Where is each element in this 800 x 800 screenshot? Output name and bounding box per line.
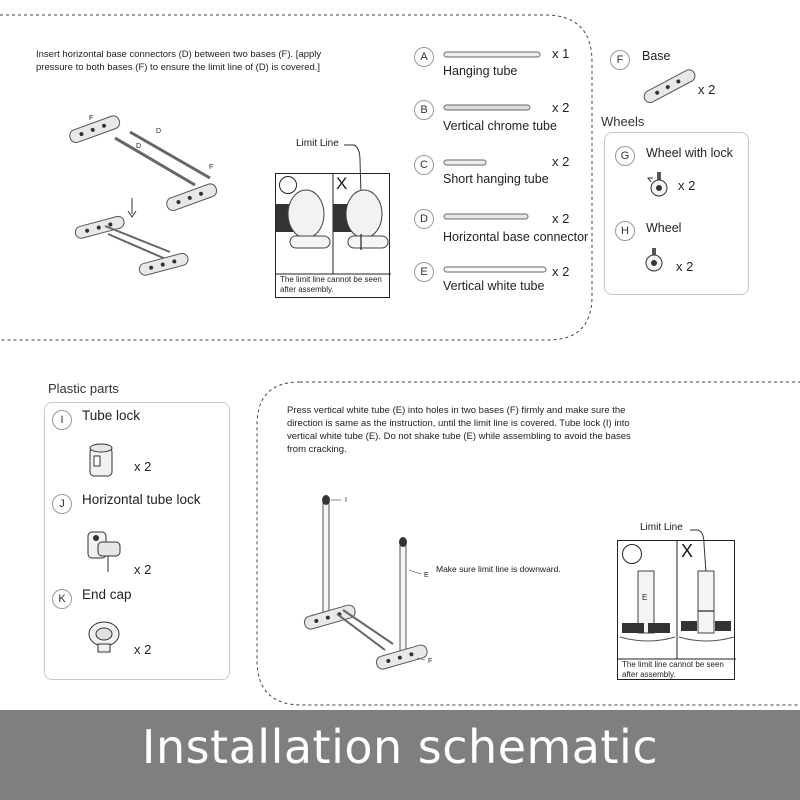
horizontal-tube-lock-icon: [84, 528, 124, 578]
part-d-name: Horizontal base connector: [443, 230, 589, 244]
part-c-letter: C: [414, 155, 434, 175]
diagram-label-f: F: [428, 658, 433, 665]
part-k-qty: x 2: [134, 642, 152, 657]
step2-instruction-line: from cracking.: [287, 444, 347, 455]
limit-line-label: Limit Line: [296, 138, 339, 149]
plastic-parts-box: [44, 402, 230, 680]
part-k-letter: K: [52, 589, 72, 609]
end-cap-icon: [86, 620, 126, 656]
part-b-qty: x 2: [552, 100, 570, 115]
limit-line-caption: The limit line cannot be seen after assembly.: [622, 660, 724, 679]
banner-title: Installation schematic: [141, 720, 659, 774]
limit-line-label: Limit Line: [640, 522, 683, 533]
part-c-qty: x 2: [552, 154, 570, 169]
part-c-name: Short hanging tube: [443, 172, 549, 186]
step1-instruction-line: pressure to both bases (F) to ensure the limit line of (D) is covered.]: [36, 62, 321, 73]
wrong-x-mark: X: [336, 174, 348, 193]
part-j-name: Horizontal tube lock: [82, 492, 201, 507]
connector-tube-icon: [444, 213, 534, 221]
diagram-label-f: F: [89, 115, 94, 122]
diagram-label-e: E: [424, 572, 429, 579]
part-g-letter: G: [615, 146, 635, 166]
diagram-label-d: D: [136, 143, 142, 150]
part-a-qty: x 1: [552, 46, 570, 61]
step2-instruction-line: Press vertical white tube (E) into holes in two bases (F) firmly and make sure the: [287, 405, 626, 416]
part-a-letter: A: [414, 47, 434, 67]
vertical-tube-assembly-illustration: [295, 490, 445, 680]
part-g-name: Wheel with lock: [646, 146, 733, 160]
part-h-qty: x 2: [676, 259, 694, 274]
part-i-name: Tube lock: [82, 408, 141, 423]
part-a-name: Hanging tube: [443, 64, 518, 78]
limit-line-inset: [275, 173, 390, 298]
part-e-letter: E: [414, 262, 434, 282]
part-j-qty: x 2: [134, 562, 152, 577]
diagram-label-d: D: [156, 128, 162, 135]
base-bar-icon: [638, 64, 698, 104]
part-i-letter: I: [52, 410, 72, 430]
white-tube-icon: [444, 266, 554, 274]
part-d-qty: x 2: [552, 211, 570, 226]
locking-caster-icon: [645, 170, 675, 200]
step1-instructions: [36, 48, 381, 74]
base-assembly-illustration: [60, 110, 290, 280]
part-g-qty: x 2: [678, 178, 696, 193]
limit-line-caption: The limit line cannot be seen after assembly.: [280, 275, 382, 294]
diagram-label-i: I: [345, 497, 347, 504]
plastic-parts-heading: Plastic parts: [48, 381, 119, 396]
part-f-qty: x 2: [698, 82, 716, 97]
part-b-letter: B: [414, 100, 434, 120]
part-f-name: Base: [642, 49, 671, 63]
part-d-letter: D: [414, 209, 434, 229]
limit-line-inset: [617, 540, 735, 680]
part-b-name: Vertical chrome tube: [443, 119, 557, 133]
inset-label-e: E: [642, 593, 648, 602]
limit-line-direction-note: Make sure limit line is downward.: [436, 564, 561, 574]
part-j-letter: J: [52, 494, 72, 514]
part-h-letter: H: [615, 221, 635, 241]
part-k-name: End cap: [82, 587, 132, 602]
chrome-tube-icon: [444, 104, 534, 112]
long-tube-icon: [444, 51, 544, 59]
wrong-x-mark: X: [681, 541, 694, 561]
tube-lock-icon: [84, 442, 124, 482]
step2-instruction-line: direction is same as the instruction, until the limit line is covered. Tube lock (I) into: [287, 418, 630, 429]
caster-icon: [640, 248, 670, 278]
step2-instruction-line: vertical white tube (E). Do not shake tube (E) while assembling to avoid the bases: [287, 431, 631, 442]
part-i-qty: x 2: [134, 459, 152, 474]
part-e-name: Vertical white tube: [443, 279, 545, 293]
part-f-letter: F: [610, 50, 630, 70]
wheels-heading: Wheels: [601, 114, 645, 129]
step1-instruction-line: Insert horizontal base connectors (D) between two bases (F). [apply: [36, 49, 322, 60]
short-tube-icon: [444, 159, 494, 167]
part-h-name: Wheel: [646, 221, 682, 235]
correct-circle-icon: [622, 544, 642, 564]
correct-circle-icon: [279, 176, 297, 194]
diagram-label-f: F: [209, 164, 214, 171]
step2-instructions: [287, 404, 747, 456]
part-e-qty: x 2: [552, 264, 570, 279]
